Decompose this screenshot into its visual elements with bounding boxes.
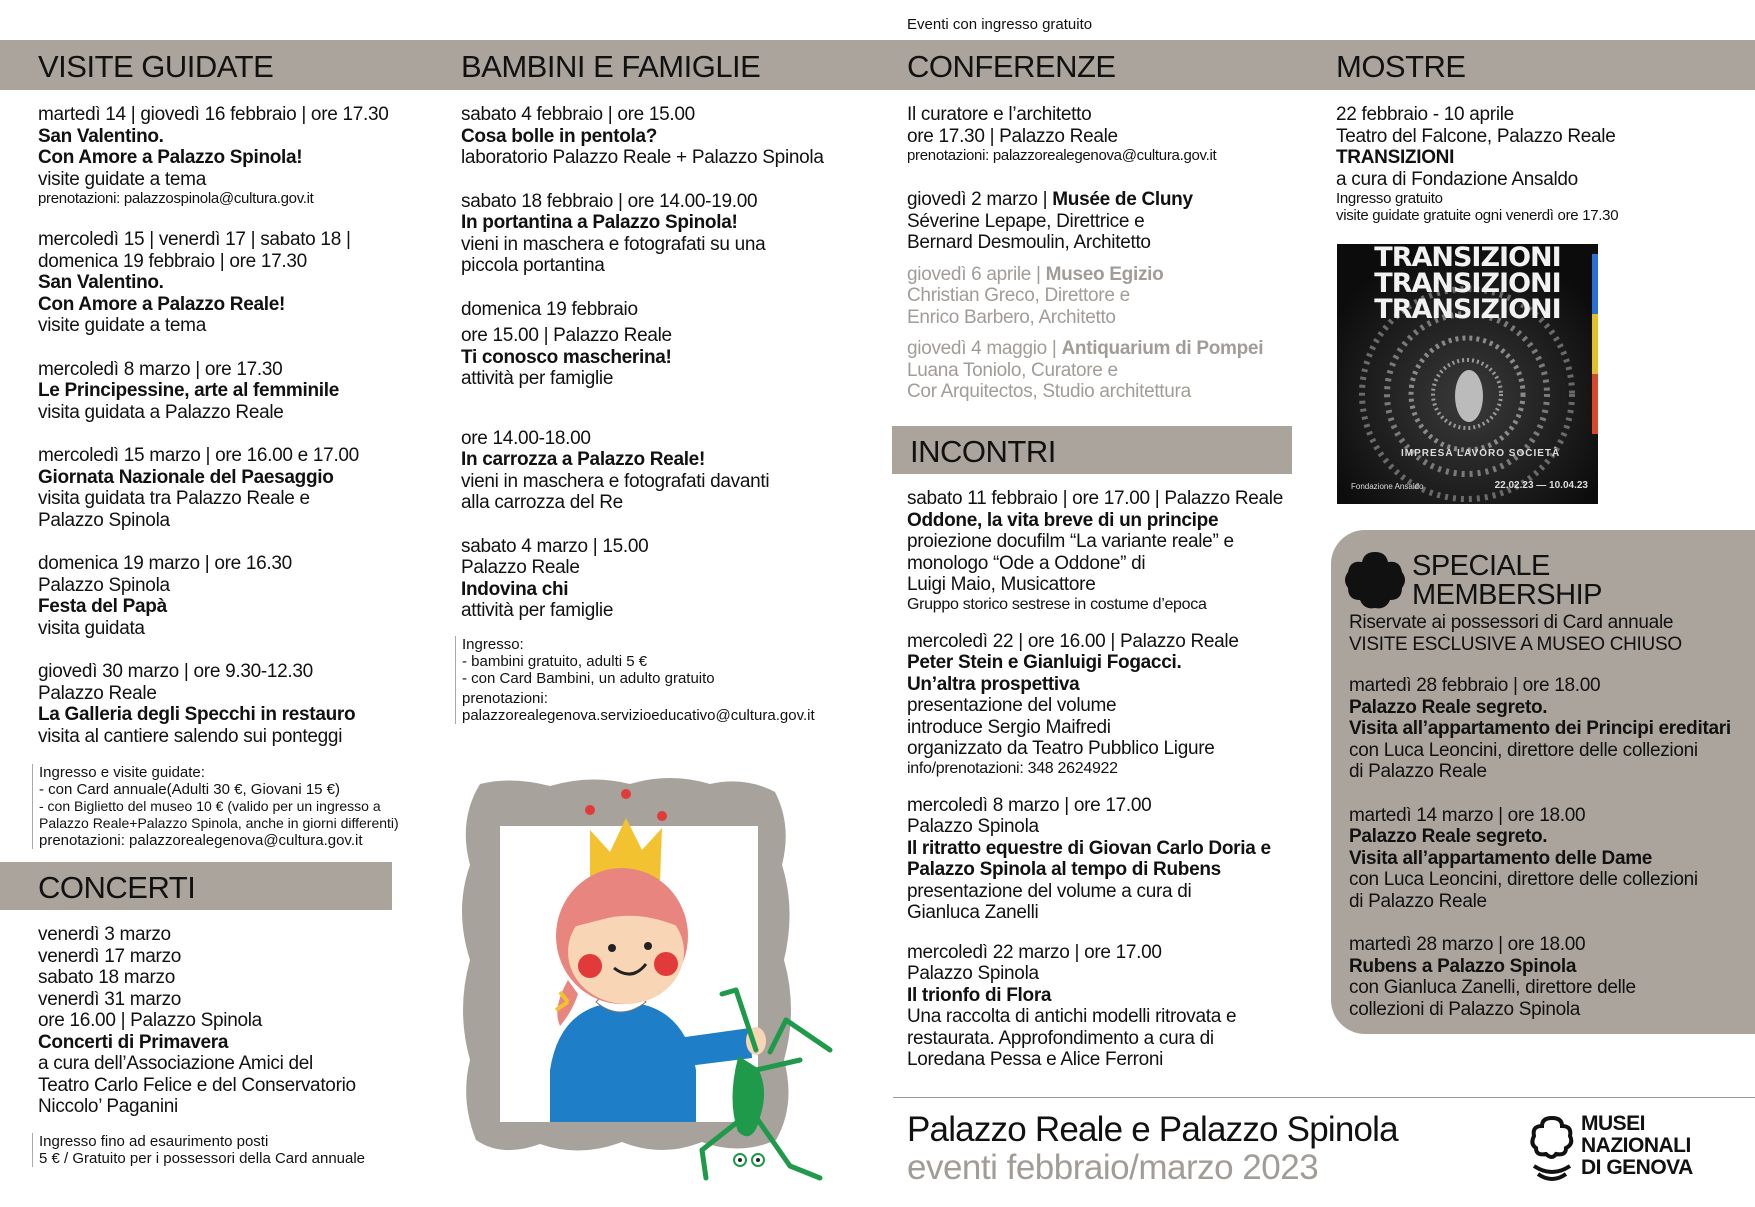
- poster-dates: 22.02.23 — 10.04.23: [1494, 480, 1588, 491]
- event-date: sabato 11 febbraio | ore 17.00 | Palazzo Reale: [907, 488, 1283, 509]
- event-title: Festa del Papà: [38, 596, 167, 617]
- event-title: Peter Stein e Gianluigi Fogacci.: [907, 652, 1182, 673]
- footer-subtitle: eventi febbraio/marzo 2023: [907, 1148, 1319, 1187]
- event-desc: vieni in maschera e fotografati su una: [461, 233, 766, 255]
- event-title: San Valentino.: [38, 125, 164, 147]
- event-desc: proiezione docufilm “La variante reale” e: [907, 531, 1234, 552]
- event-date: mercoledì 22 marzo | ore 17.00: [907, 941, 1162, 963]
- poster-title: TRANSIZIONI: [1374, 244, 1561, 273]
- section-title-mostre: MOSTRE: [1336, 49, 1466, 84]
- event-contact: prenotazioni: palazzospinola@cultura.gov.it: [38, 190, 314, 207]
- event-desc: a cura dell’Associazione Amici del: [38, 1053, 313, 1074]
- note-line: - bambini gratuito, adulti 5 €: [462, 653, 648, 670]
- visite-column: [38, 104, 413, 769]
- exhibition-note: Ingresso gratuito: [1336, 190, 1443, 207]
- logo-line: DI GENOVA: [1581, 1156, 1693, 1179]
- event-title: Concerti di Primavera: [38, 1031, 229, 1053]
- event-speaker: Christian Greco, Direttore e: [907, 285, 1130, 306]
- event-date: martedì 28 febbraio | ore 18.00: [1349, 675, 1601, 696]
- event-contact: prenotazioni: palazzorealegenova@cultura.gov.it: [907, 147, 1217, 164]
- event-note: Gruppo storico sestrese in costume d’epoca: [907, 595, 1207, 613]
- exhibition-venue: Teatro del Falcone, Palazzo Reale: [1336, 125, 1616, 147]
- concert-date: venerdì 3 marzo: [38, 924, 171, 945]
- list-item: [461, 428, 881, 514]
- concert-time-place: ore 16.00 | Palazzo Spinola: [38, 1010, 262, 1031]
- event-title: San Valentino.: [38, 272, 164, 293]
- event-date: giovedì 6 aprile |: [907, 263, 1046, 285]
- footer-title: Palazzo Reale e Palazzo Spinola: [907, 1110, 1398, 1149]
- event-date: giovedì 2 marzo |: [907, 189, 1053, 210]
- concert-date: sabato 18 marzo: [38, 967, 176, 988]
- membership-title-line: SPECIALE: [1412, 550, 1550, 582]
- section-title-conferenze: CONFERENZE: [907, 49, 1116, 84]
- bambini-ticket-note: [455, 636, 872, 724]
- poster-title: TRANSIZIONI: [1374, 268, 1561, 299]
- membership-sub: VISITE ESCLUSIVE A MUSEO CHIUSO: [1349, 633, 1682, 655]
- list-item: [907, 104, 1297, 164]
- list-item: [461, 104, 881, 169]
- event-title: Indovina chi: [461, 578, 569, 600]
- section-title-incontri: INCONTRI: [910, 434, 1056, 469]
- event-place: Palazzo Spinola: [907, 963, 1039, 984]
- list-item: [1349, 934, 1749, 1020]
- event-date: mercoledì 15 | venerdì 17 | sabato 18 |: [38, 229, 351, 250]
- conferenze-column: [907, 104, 1297, 403]
- note-line: Palazzo Reale+Palazzo Spinola, anche in giorni differenti): [39, 815, 399, 831]
- event-title: Il trionfo di Flora: [907, 984, 1052, 1006]
- note-line: prenotazioni: palazzorealegenova@cultura.gov.it: [39, 832, 363, 849]
- musei-logo-icon: [1530, 1114, 1574, 1184]
- event-desc: collezioni di Palazzo Spinola: [1349, 998, 1581, 1020]
- membership-title: [1412, 552, 1602, 610]
- note-line: Ingresso e visite guidate:: [39, 764, 205, 781]
- list-item: [461, 536, 881, 622]
- section-title-visite: VISITE GUIDATE: [38, 49, 274, 84]
- membership-title-line: MEMBERSHIP: [1412, 579, 1602, 611]
- list-item: [907, 795, 1297, 924]
- membership-column: [1349, 612, 1749, 1020]
- membership-sub: Riservate ai possessori di Card annuale: [1349, 612, 1674, 633]
- event-desc: Una raccolta di antichi modelli ritrovata e: [907, 1006, 1237, 1027]
- event-desc: Gianluca Zanelli: [907, 902, 1039, 923]
- flower-logo-icon: [1342, 548, 1408, 612]
- concerti-ticket-note: [32, 1133, 409, 1167]
- note-line: 5 € / Gratuito per i possessori della Card annuale: [39, 1150, 366, 1167]
- list-item: [461, 299, 881, 390]
- event-speaker: Enrico Barbero, Architetto: [907, 306, 1116, 328]
- exhibition-curator: a cura di Fondazione Ansaldo: [1336, 168, 1578, 190]
- poster-title: TRANSIZIONI: [1374, 294, 1561, 325]
- mostre-column: [1336, 104, 1736, 224]
- list-item: [1349, 805, 1749, 913]
- event-venue: Antiquarium di Pompei: [1061, 338, 1264, 359]
- event-desc: alla carrozza del Re: [461, 492, 623, 513]
- exhibition-title: TRANSIZIONI: [1336, 147, 1455, 168]
- event-desc: restaurata. Approfondimento a cura di: [907, 1027, 1214, 1049]
- event-date: giovedì 4 maggio |: [907, 338, 1062, 359]
- event-date: mercoledì 22 | ore 16.00 | Palazzo Reale: [907, 630, 1239, 652]
- event-title: Ti conosco mascherina!: [461, 346, 672, 368]
- event-date: ore 15.00 | Palazzo Reale: [461, 325, 672, 346]
- event-desc: Luigi Maio, Musicattore: [907, 574, 1096, 595]
- event-title: Palazzo Reale segreto.: [1349, 696, 1548, 718]
- event-title: Cosa bolle in pentola?: [461, 125, 658, 147]
- note-line: Ingresso:: [462, 636, 524, 653]
- event-venue: Museo Egizio: [1045, 263, 1164, 285]
- poster-subtitle: IMPRESA LAVORO SOCIETÀ: [1401, 448, 1561, 459]
- free-events-label: Eventi con ingresso gratuito: [907, 16, 1093, 33]
- conference-series-title: Il curatore e l’architetto: [907, 104, 1092, 125]
- event-date: sabato 18 febbraio | ore 14.00-19.00: [461, 190, 758, 212]
- exhibition-note: visite guidate gratuite ogni venerdì ore 17.30: [1336, 207, 1619, 224]
- event-date: domenica 19 febbraio | ore 17.30: [38, 250, 307, 272]
- event-date: ore 14.00-18.00: [461, 427, 591, 449]
- footer-divider: [893, 1097, 1755, 1098]
- event-desc: Niccolo’ Paganini: [38, 1096, 178, 1117]
- event-title: Il ritratto equestre di Giovan Carlo Doria e: [907, 837, 1271, 859]
- event-place: Palazzo Spinola: [38, 574, 170, 596]
- event-desc: laboratorio Palazzo Reale + Palazzo Spinola: [461, 147, 824, 168]
- event-date: mercoledì 8 marzo | ore 17.30: [38, 358, 283, 380]
- event-date: sabato 4 marzo | 15.00: [461, 535, 649, 557]
- event-desc: Loredana Pessa e Alice Ferroni: [907, 1049, 1164, 1070]
- exhibition-poster: [1337, 244, 1598, 504]
- musei-logo-text: [1581, 1113, 1693, 1179]
- event-place: Palazzo Spinola: [907, 816, 1039, 837]
- list-item: [907, 338, 1297, 403]
- event-title: Palazzo Spinola al tempo di Rubens: [907, 859, 1221, 880]
- event-desc: presentazione del volume: [907, 695, 1117, 716]
- event-title: Con Amore a Palazzo Reale!: [38, 293, 286, 315]
- list-item: [38, 661, 413, 747]
- event-title: In carrozza a Palazzo Reale!: [461, 449, 705, 470]
- list-item: [907, 942, 1297, 1071]
- event-desc: attività per famiglie: [461, 600, 614, 621]
- list-item: [461, 191, 881, 277]
- event-date: giovedì 30 marzo | ore 9.30-12.30: [38, 661, 313, 682]
- event-date: martedì 28 marzo | ore 18.00: [1349, 934, 1586, 955]
- list-item: [907, 189, 1297, 254]
- event-title: Un’altra prospettiva: [907, 673, 1080, 695]
- event-venue: Musée de Cluny: [1052, 189, 1193, 210]
- list-item: [38, 229, 413, 337]
- section-title-bambini: BAMBINI E FAMIGLIE: [461, 49, 761, 84]
- event-desc: visita al cantiere salendo sui ponteggi: [38, 725, 343, 747]
- note-line: - con Card Bambini, un adulto gratuito: [462, 670, 715, 687]
- event-contact: info/prenotazioni: 348 2624922: [907, 759, 1118, 777]
- section-title-concerti: CONCERTI: [38, 870, 196, 905]
- conference-time-place: ore 17.30 | Palazzo Reale: [907, 125, 1118, 147]
- event-desc: visite guidate a tema: [38, 168, 206, 190]
- event-desc: monologo “Ode a Oddone” di: [907, 552, 1146, 574]
- note-line: Ingresso fino ad esaurimento posti: [39, 1133, 269, 1150]
- event-desc: visita guidata: [38, 617, 145, 639]
- event-desc: presentazione del volume a cura di: [907, 880, 1192, 902]
- membership-subtitle: [1349, 612, 1749, 655]
- event-desc: visita guidata tra Palazzo Reale e: [38, 488, 310, 509]
- concerti-column: [38, 924, 408, 1118]
- event-title: In portantina a Palazzo Spinola!: [461, 212, 738, 233]
- event-desc: attività per famiglie: [461, 368, 614, 389]
- logo-line: MUSEI: [1581, 1112, 1646, 1135]
- event-date: domenica 19 marzo | ore 16.30: [38, 553, 292, 574]
- list-item: [38, 553, 413, 639]
- event-title: Giornata Nazionale del Paesaggio: [38, 466, 334, 488]
- event-desc: con Luca Leoncini, direttore delle collezioni: [1349, 739, 1698, 761]
- list-item: [38, 445, 413, 531]
- event-title: Le Principessine, arte al femminile: [38, 380, 340, 401]
- list-item: [907, 488, 1297, 613]
- event-place: Palazzo Reale: [38, 682, 157, 704]
- event-date: mercoledì 15 marzo | ore 16.00 e 17.00: [38, 445, 359, 466]
- event-title: Visita all’appartamento dei Principi ereditari: [1349, 718, 1731, 739]
- event-desc: Palazzo Spinola: [38, 509, 170, 531]
- event-speaker: Cor Arquitectos, Studio architettura: [907, 381, 1191, 402]
- event-speaker: Séverine Lepape, Direttrice e: [907, 210, 1145, 232]
- note-line: - con Biglietto del museo 10 € (valido per un ingresso a: [39, 798, 381, 814]
- incontri-column: [907, 488, 1297, 1071]
- list-item: [907, 264, 1297, 329]
- princess-frame-illustration: [440, 770, 850, 1190]
- event-title: Con Amore a Palazzo Spinola!: [38, 147, 303, 168]
- event-desc: con Gianluca Zanelli, direttore delle: [1349, 977, 1636, 998]
- logo-line: NAZIONALI: [1581, 1134, 1691, 1157]
- event-date: domenica 19 febbraio: [461, 298, 638, 320]
- event-date: martedì 14 marzo | ore 18.00: [1349, 804, 1586, 826]
- note-line: - con Card annuale(Adulti 30 €, Giovani 15 €): [39, 781, 341, 798]
- event-title: Rubens a Palazzo Spinola: [1349, 955, 1577, 977]
- concert-date: venerdì 17 marzo: [38, 945, 182, 967]
- visite-ticket-note: [32, 764, 409, 849]
- event-speaker: Luana Toniolo, Curatore e: [907, 359, 1118, 381]
- event-desc: con Luca Leoncini, direttore delle collezioni: [1349, 869, 1698, 890]
- event-desc: di Palazzo Reale: [1349, 890, 1487, 912]
- event-place: Palazzo Reale: [461, 557, 580, 578]
- event-date: sabato 4 febbraio | ore 15.00: [461, 104, 695, 125]
- event-desc: visita guidata a Palazzo Reale: [38, 401, 284, 423]
- event-desc: organizzato da Teatro Pubblico Ligure: [907, 738, 1215, 759]
- concert-date: venerdì 31 marzo: [38, 988, 182, 1010]
- list-item: [38, 359, 413, 424]
- event-title: Oddone, la vita breve di un principe: [907, 509, 1219, 531]
- event-desc: visite guidate a tema: [38, 315, 206, 336]
- event-desc: introduce Sergio Maifredi: [907, 716, 1111, 738]
- event-desc: Teatro Carlo Felice e del Conservatorio: [38, 1074, 356, 1096]
- list-item: [907, 631, 1297, 777]
- event-desc: piccola portantina: [461, 255, 605, 276]
- event-date: mercoledì 8 marzo | ore 17.00: [907, 794, 1152, 816]
- event-desc: vieni in maschera e fotografati davanti: [461, 470, 770, 492]
- note-line: palazzorealegenova.servizioeducativo@cultura.gov.it: [462, 707, 815, 724]
- event-desc: di Palazzo Reale: [1349, 761, 1487, 782]
- event-title: Palazzo Reale segreto.: [1349, 826, 1548, 847]
- event-title: La Galleria degli Specchi in restauro: [38, 704, 356, 725]
- list-item: [38, 104, 413, 207]
- exhibition-dates: 22 febbraio - 10 aprile: [1336, 104, 1514, 125]
- list-item: [1349, 675, 1749, 783]
- event-speaker: Bernard Desmoulin, Architetto: [907, 232, 1151, 253]
- note-line: prenotazioni:: [462, 690, 548, 707]
- event-date: martedì 14 | giovedì 16 febbraio | ore 17.30: [38, 104, 389, 125]
- bambini-column: [461, 104, 881, 644]
- event-title: Visita all’appartamento delle Dame: [1349, 847, 1653, 869]
- poster-publisher: Fondazione Ansaldo: [1351, 482, 1424, 491]
